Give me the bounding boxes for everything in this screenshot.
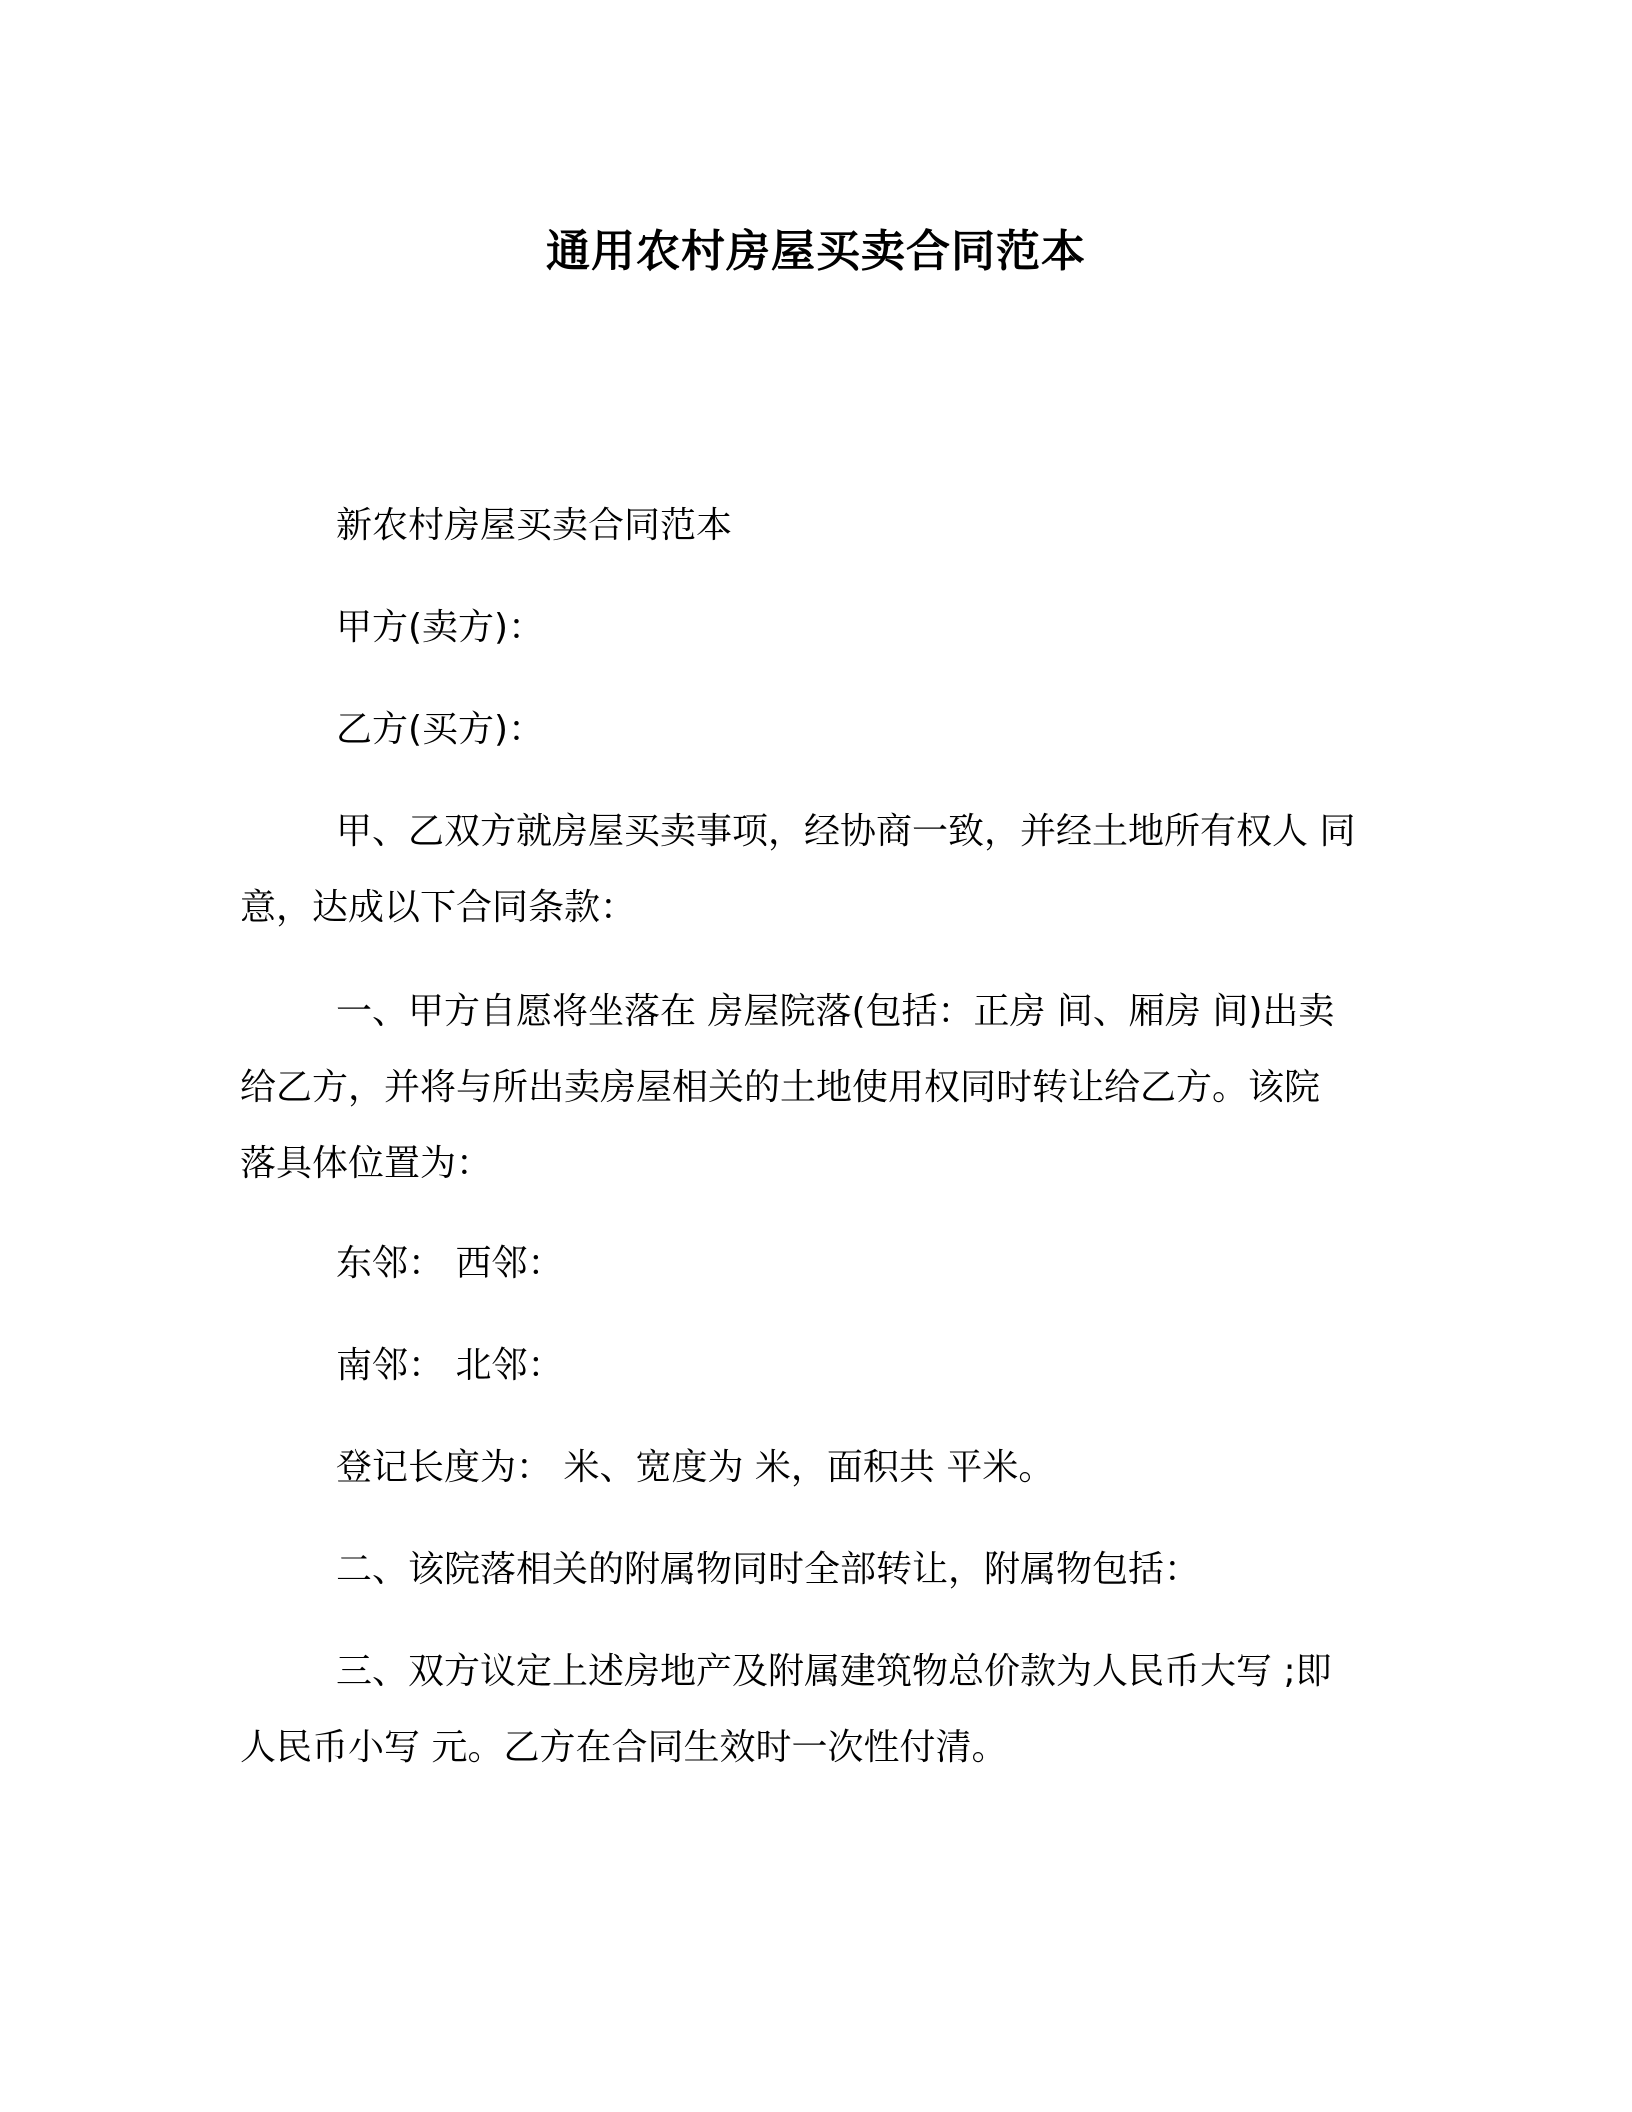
paragraph-agreement-intro — [240, 794, 1390, 946]
paragraph-subtitle — [240, 488, 1390, 564]
paragraph-clause-3 — [240, 1634, 1390, 1786]
paragraph-party-a — [240, 590, 1390, 666]
paragraph-line: 新农村房屋买卖合同范本 — [336, 505, 733, 546]
paragraph-clause-2 — [240, 1532, 1390, 1608]
paragraph-clause-1 — [240, 974, 1390, 1202]
paragraph-line: 登记长度为： 米、宽度为 米，面积共 平米。 — [336, 1447, 1055, 1488]
paragraph-line: 落具体位置为： — [240, 1143, 493, 1184]
paragraph-line: 甲、乙双方就房屋买卖事项，经协商一致，并经土地所有权人 同 — [336, 811, 1356, 852]
paragraph-line: 南邻： 北邻： — [336, 1345, 564, 1386]
document-title: 通用农村房屋买卖合同范本 — [546, 226, 1086, 277]
paragraph-line: 给乙方，并将与所出卖房屋相关的土地使用权同时转让给乙方。该院 — [240, 1067, 1321, 1108]
paragraph-line: 一、甲方自愿将坐落在 房屋院落(包括：正房 间、厢房 间)出卖 — [336, 991, 1335, 1032]
paragraph-line: 甲方(卖方)： — [336, 607, 545, 648]
paragraph-line: 意，达成以下合同条款： — [240, 887, 637, 928]
paragraph-line: 二、该院落相关的附属物同时全部转让，附属物包括： — [336, 1549, 1201, 1590]
paragraph-line: 人民币小写 元。乙方在合同生效时一次性付清。 — [240, 1727, 1008, 1768]
paragraph-south-north — [240, 1328, 1390, 1404]
paragraph-dimensions — [240, 1430, 1390, 1506]
paragraph-line: 三、双方议定上述房地产及附属建筑物总价款为人民币大写 ;即 — [336, 1651, 1332, 1692]
paragraph-east-west — [240, 1226, 1390, 1302]
paragraph-party-b — [240, 692, 1390, 768]
paragraph-line: 乙方(买方)： — [336, 709, 545, 750]
paragraph-line: 东邻： 西邻： — [336, 1243, 564, 1284]
